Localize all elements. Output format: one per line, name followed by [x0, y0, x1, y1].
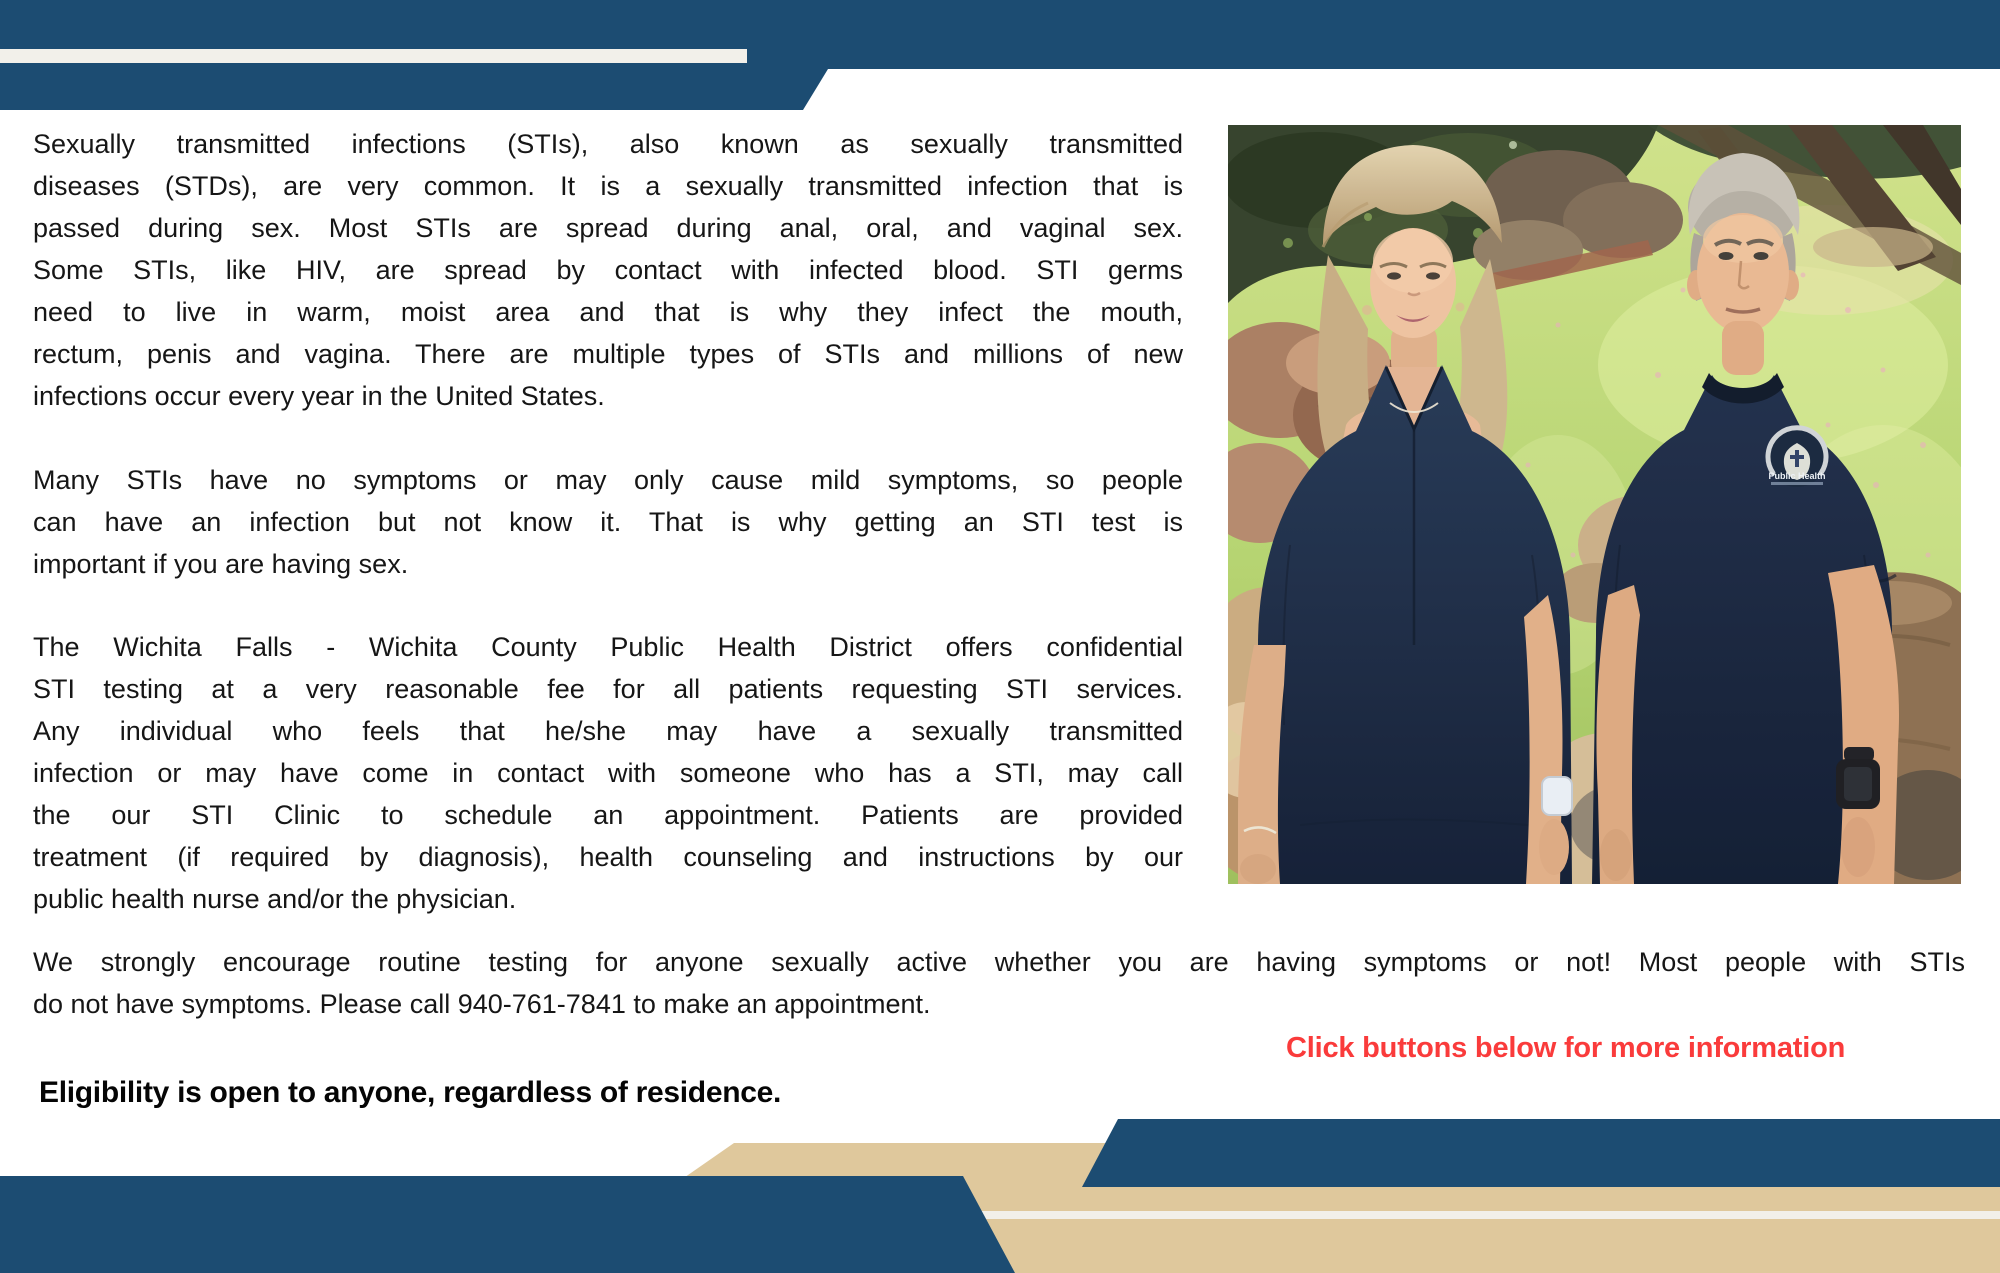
text-line: important if you are having sex. — [33, 549, 409, 579]
clinic-staff-photo — [1228, 125, 1961, 884]
text-line: rectum, penis and vagina. There are multiple types of STIs and millions of new — [33, 339, 1183, 369]
text-line: the our STI Clinic to schedule an appointment. Patients are provided — [33, 800, 1183, 830]
text-line: passed during sex. Most STIs are spread during anal, oral, and vaginal sex. — [33, 213, 1183, 243]
intro-paragraph — [33, 123, 1183, 417]
district-paragraph — [33, 626, 1183, 920]
text-line: can have an infection but not know it. That is why getting an STI test is — [33, 507, 1183, 537]
text-line: do not have symptoms. Please call 940-761-7841 to make an appointment. — [33, 989, 931, 1019]
text-line: Some STIs, like HIV, are spread by contact with infected blood. STI germs — [33, 255, 1183, 285]
text-line: diseases (STDs), are very common. It is a sexually transmitted infection that is — [33, 171, 1183, 201]
text-line: need to live in warm, moist area and that is why they infect the mouth, — [33, 297, 1183, 327]
header-accent-stripe — [0, 49, 747, 63]
eligibility-note: Eligibility is open to anyone, regardless of residence. — [39, 1076, 782, 1109]
footer-navy-left-block — [0, 1176, 1016, 1273]
text-line: The Wichita Falls - Wichita County Public Health District offers confidential — [33, 632, 1183, 662]
text-line: treatment (if required by diagnosis), health counseling and instructions by our — [33, 842, 1183, 872]
symptoms-paragraph — [33, 459, 1183, 585]
text-line: We strongly encourage routine testing for anyone sexually active whether you are having symptoms or not! Most people with STIs — [33, 947, 1965, 977]
text-line: Sexually transmitted infections (STIs), also known as sexually transmitted — [33, 129, 1183, 159]
text-line: Many STIs have no symptoms or may only cause mild symptoms, so people — [33, 465, 1183, 495]
encouragement-paragraph — [33, 941, 1965, 1025]
text-line: infection or may have come in contact with someone who has a STI, may call — [33, 758, 1183, 788]
text-line: public health nurse and/or the physician. — [33, 884, 517, 914]
clinic-staff-photo-art — [1228, 125, 1961, 884]
text-line: STI testing at a very reasonable fee for all patients requesting STI services. — [33, 674, 1183, 704]
text-line: Any individual who feels that he/she may have a sexually transmitted — [33, 716, 1183, 746]
header-navy-left-block — [0, 69, 830, 110]
footer-navy-right-block — [1082, 1119, 2000, 1187]
public-health-badge-text: Public Health — [1768, 471, 1826, 481]
text-line: infections occur every year in the United States. — [33, 381, 605, 411]
cta-note: Click buttons below for more information — [1286, 1032, 1846, 1064]
